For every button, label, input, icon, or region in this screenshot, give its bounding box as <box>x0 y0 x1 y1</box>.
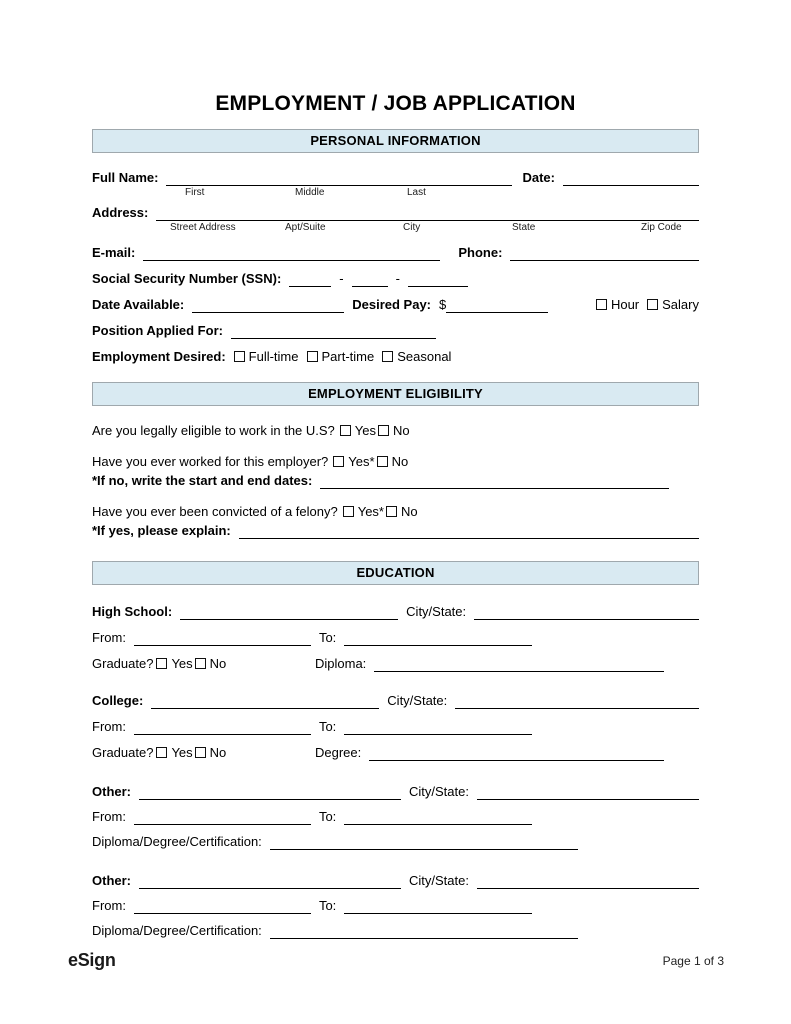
credential-label: Degree: <box>315 745 362 760</box>
graduate-label: Graduate? <box>92 745 154 760</box>
school-name-input-line[interactable] <box>139 785 401 800</box>
education-credential-row <box>92 922 699 939</box>
page-indicator: Page 1 of 3 <box>662 953 724 968</box>
worked-question-text: Have you ever worked for this employer? <box>92 454 329 469</box>
ssn-part2-input-line[interactable] <box>352 272 388 287</box>
to-input-line[interactable] <box>344 631 532 646</box>
address-label: Address: <box>92 205 149 220</box>
felony-no-label: No <box>401 504 418 519</box>
seasonal-label: Seasonal <box>397 349 452 364</box>
desired-pay-label: Desired Pay: <box>352 297 432 312</box>
hour-checkbox[interactable] <box>596 299 607 310</box>
credential-label: Diploma/Degree/Certification: <box>92 923 262 938</box>
sublabel-first: First <box>185 187 205 198</box>
address-sublabels <box>92 222 699 235</box>
graduate-yes-label: Yes <box>171 656 193 671</box>
address-row <box>92 204 699 221</box>
currency-symbol: $ <box>439 297 447 312</box>
felony-question-text: Have you ever been convicted of a felony? <box>92 504 338 519</box>
page-title: EMPLOYMENT / JOB APPLICATION <box>215 92 576 115</box>
to-label: To: <box>318 898 337 913</box>
sublabel-street-address: Street Address <box>170 222 236 233</box>
to-label: To: <box>318 719 337 734</box>
felony-explain-input-line[interactable] <box>239 524 699 539</box>
date-label: Date: <box>522 170 555 185</box>
graduate-no-label: No <box>209 656 227 671</box>
worked-no-label: No <box>391 454 409 469</box>
phone-input-line[interactable] <box>510 246 699 261</box>
sublabel-state: State <box>512 222 536 233</box>
start-end-dates-input-line[interactable] <box>320 474 669 489</box>
ssn-dash-2: - <box>395 271 400 286</box>
school-name-label: Other: <box>92 873 131 888</box>
school-name-input-line[interactable] <box>180 605 398 620</box>
salary-label: Salary <box>662 297 699 312</box>
credential-label: Diploma: <box>315 656 367 671</box>
graduate-no-option <box>195 744 227 761</box>
date-available-input-line[interactable] <box>192 298 344 313</box>
eligible-yes-checkbox[interactable] <box>340 425 351 436</box>
graduate-yes-option <box>156 744 192 761</box>
pay-type-hour-option <box>596 296 639 313</box>
from-input-line[interactable] <box>134 899 311 914</box>
credential-input-line[interactable] <box>270 924 578 939</box>
education-dates-row <box>92 897 699 914</box>
ssn-part3-input-line[interactable] <box>408 272 468 287</box>
full-time-label: Full-time <box>248 349 299 364</box>
school-name-label: College: <box>92 693 144 708</box>
esign-logo: eSign <box>68 950 116 970</box>
education-credential-row <box>92 833 699 850</box>
from-label: From: <box>92 630 126 645</box>
eligible-to-work-question <box>92 422 699 439</box>
school-name-input-line[interactable] <box>151 694 379 709</box>
eligible-no-label: No <box>393 423 410 438</box>
city-state-label: City/State: <box>409 873 469 888</box>
salary-checkbox[interactable] <box>647 299 658 310</box>
full-name-label: Full Name: <box>92 170 159 185</box>
school-name-label: Other: <box>92 784 131 799</box>
education-graduate-row <box>92 744 664 761</box>
seasonal-option <box>382 348 451 365</box>
graduate-yes-checkbox[interactable] <box>156 747 167 758</box>
eligible-yes-label: Yes <box>354 423 377 438</box>
graduate-no-checkbox[interactable] <box>195 747 206 758</box>
email-input-line[interactable] <box>143 246 440 261</box>
worked-yes-option <box>333 453 374 470</box>
full-name-row <box>92 169 699 186</box>
from-label: From: <box>92 809 126 824</box>
from-input-line[interactable] <box>134 810 311 825</box>
city-state-input-line[interactable] <box>474 605 699 620</box>
education-block-row <box>92 692 699 709</box>
worked-yes-checkbox[interactable] <box>333 456 344 467</box>
felony-yes-label: Yes* <box>357 504 384 519</box>
city-state-label: City/State: <box>406 604 467 619</box>
page-footer <box>0 950 791 971</box>
from-label: From: <box>92 719 126 734</box>
sublabel-city: City <box>403 222 421 233</box>
to-input-line[interactable] <box>344 720 532 735</box>
full-name-input-line[interactable] <box>166 171 512 186</box>
education-block-row <box>92 872 699 889</box>
graduate-label: Graduate? <box>92 656 154 671</box>
credential-input-line[interactable] <box>374 657 664 672</box>
education-dates-row <box>92 629 699 646</box>
worked-no-option <box>377 453 409 470</box>
felony-explain-label: *If yes, please explain: <box>92 523 231 538</box>
eligible-question-text: Are you legally eligible to work in the U.S? <box>92 423 335 438</box>
section-header-employment-eligibility: EMPLOYMENT ELIGIBILITY <box>92 382 699 406</box>
felony-question <box>92 503 699 520</box>
graduate-no-checkbox[interactable] <box>195 658 206 669</box>
graduate-yes-option <box>156 655 192 672</box>
credential-input-line[interactable] <box>369 746 664 761</box>
education-dates-row <box>92 808 699 825</box>
ssn-label: Social Security Number (SSN): <box>92 271 282 286</box>
school-name-label: High School: <box>92 604 173 619</box>
felony-no-checkbox[interactable] <box>386 506 397 517</box>
seasonal-checkbox[interactable] <box>382 351 393 362</box>
part-time-option <box>307 348 375 365</box>
graduate-yes-label: Yes <box>171 745 193 760</box>
credential-input-line[interactable] <box>270 835 578 850</box>
start-end-dates-label: *If no, write the start and end dates: <box>92 473 313 488</box>
felony-yes-checkbox[interactable] <box>343 506 354 517</box>
ssn-row <box>92 270 699 287</box>
employment-desired-row <box>92 348 699 365</box>
graduate-yes-checkbox[interactable] <box>156 658 167 669</box>
position-row <box>92 322 699 339</box>
city-state-label: City/State: <box>409 784 469 799</box>
pay-type-salary-option <box>647 296 699 313</box>
graduate-no-option <box>195 655 227 672</box>
date-available-label: Date Available: <box>92 297 185 312</box>
to-input-line[interactable] <box>344 810 532 825</box>
city-state-input-line[interactable] <box>455 694 699 709</box>
name-sublabels <box>92 187 699 200</box>
ssn-dash-1: - <box>339 271 344 286</box>
sublabel-middle: Middle <box>295 187 325 198</box>
felony-no-option <box>386 503 418 520</box>
city-state-input-line[interactable] <box>477 785 699 800</box>
email-phone-row <box>92 244 699 261</box>
school-name-input-line[interactable] <box>139 874 401 889</box>
education-block-row <box>92 603 699 620</box>
felony-explain-row <box>92 522 699 539</box>
eligible-no-option <box>378 422 410 439</box>
address-input-line[interactable] <box>156 206 699 221</box>
felony-yes-option <box>343 503 384 520</box>
eligible-yes-option <box>340 422 376 439</box>
education-graduate-row <box>92 655 664 672</box>
hour-label: Hour <box>610 297 640 312</box>
part-time-checkbox[interactable] <box>307 351 318 362</box>
part-time-label: Part-time <box>321 349 375 364</box>
graduate-no-label: No <box>209 745 227 760</box>
education-block-row <box>92 783 699 800</box>
employment-desired-label: Employment Desired: <box>92 349 226 364</box>
to-input-line[interactable] <box>344 899 532 914</box>
city-state-input-line[interactable] <box>477 874 699 889</box>
date-input-line[interactable] <box>563 171 699 186</box>
sublabel-zip-code: Zip Code <box>641 222 682 233</box>
section-header-personal-information: PERSONAL INFORMATION <box>92 129 699 153</box>
position-applied-for-label: Position Applied For: <box>92 323 223 338</box>
from-label: From: <box>92 898 126 913</box>
from-input-line[interactable] <box>134 631 311 646</box>
sublabel-apt-suite: Apt/Suite <box>285 222 326 233</box>
full-time-checkbox[interactable] <box>234 351 245 362</box>
date-available-pay-row <box>92 296 699 313</box>
city-state-label: City/State: <box>387 693 448 708</box>
credential-label: Diploma/Degree/Certification: <box>92 834 262 849</box>
to-label: To: <box>318 630 337 645</box>
sublabel-last: Last <box>407 187 426 198</box>
from-input-line[interactable] <box>134 720 311 735</box>
email-label: E-mail: <box>92 245 136 260</box>
to-label: To: <box>318 809 337 824</box>
section-header-education: EDUCATION <box>92 561 699 585</box>
worked-for-employer-question <box>92 453 699 470</box>
eligible-no-checkbox[interactable] <box>378 425 389 436</box>
worked-no-checkbox[interactable] <box>377 456 388 467</box>
position-input-line[interactable] <box>231 324 436 339</box>
desired-pay-input-line[interactable] <box>446 298 548 313</box>
education-dates-row <box>92 718 699 735</box>
start-end-dates-row <box>92 472 669 489</box>
full-time-option <box>234 348 299 365</box>
worked-yes-label: Yes* <box>348 454 375 469</box>
ssn-part1-input-line[interactable] <box>289 272 331 287</box>
phone-label: Phone: <box>458 245 503 260</box>
